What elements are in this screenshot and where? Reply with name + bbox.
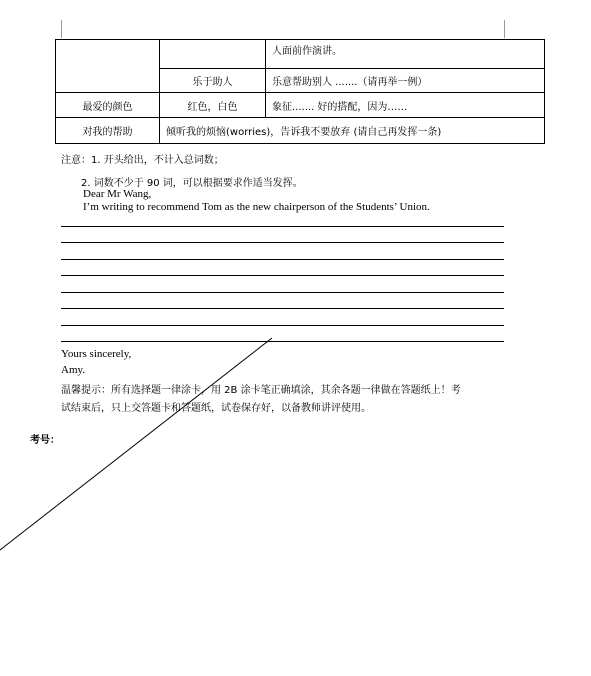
table-cell: 人面前作演讲。: [266, 40, 545, 69]
letter-opening: I’m writing to recommend Tom as the new chairperson of the Students’ Union.: [83, 201, 430, 213]
table-cell: 红色，白色: [160, 93, 266, 118]
note-1: 注意：1. 开头给出，不计入总词数；: [61, 155, 224, 166]
letter-salutation: Dear Mr Wang,: [83, 188, 152, 200]
table-cell: 象征....... 好的搭配，因为……: [266, 93, 545, 118]
table-cell: 倾听我的烦恼(worries)，告诉我不要放弃 (请自己再发挥一条): [160, 118, 545, 144]
table-cell: 乐意帮助别人 .......（请再举一例）: [266, 69, 545, 93]
table-cell: 对我的帮助: [56, 118, 160, 144]
table-cell: 最爱的颜色: [56, 93, 160, 118]
letter-closing: Yours sincerely,: [61, 348, 132, 360]
letter-signature: Amy.: [61, 364, 86, 376]
reminder-line-1: 温馨提示：所有选择题一律涂卡，用 2B 涂卡笔正确填涂，其余各题一律做在答题纸上！考: [61, 385, 461, 396]
table-cell: 乐于助人: [160, 69, 266, 93]
note-2: 2. 词数不少于 90 词，可以根据要求作适当发挥。: [81, 178, 303, 189]
exam-number-label: 考号：: [30, 435, 60, 446]
reminder-line-2: 试结束后，只上交答题卡和答题纸，试卷保存好，以备教师讲评使用。: [61, 403, 371, 414]
